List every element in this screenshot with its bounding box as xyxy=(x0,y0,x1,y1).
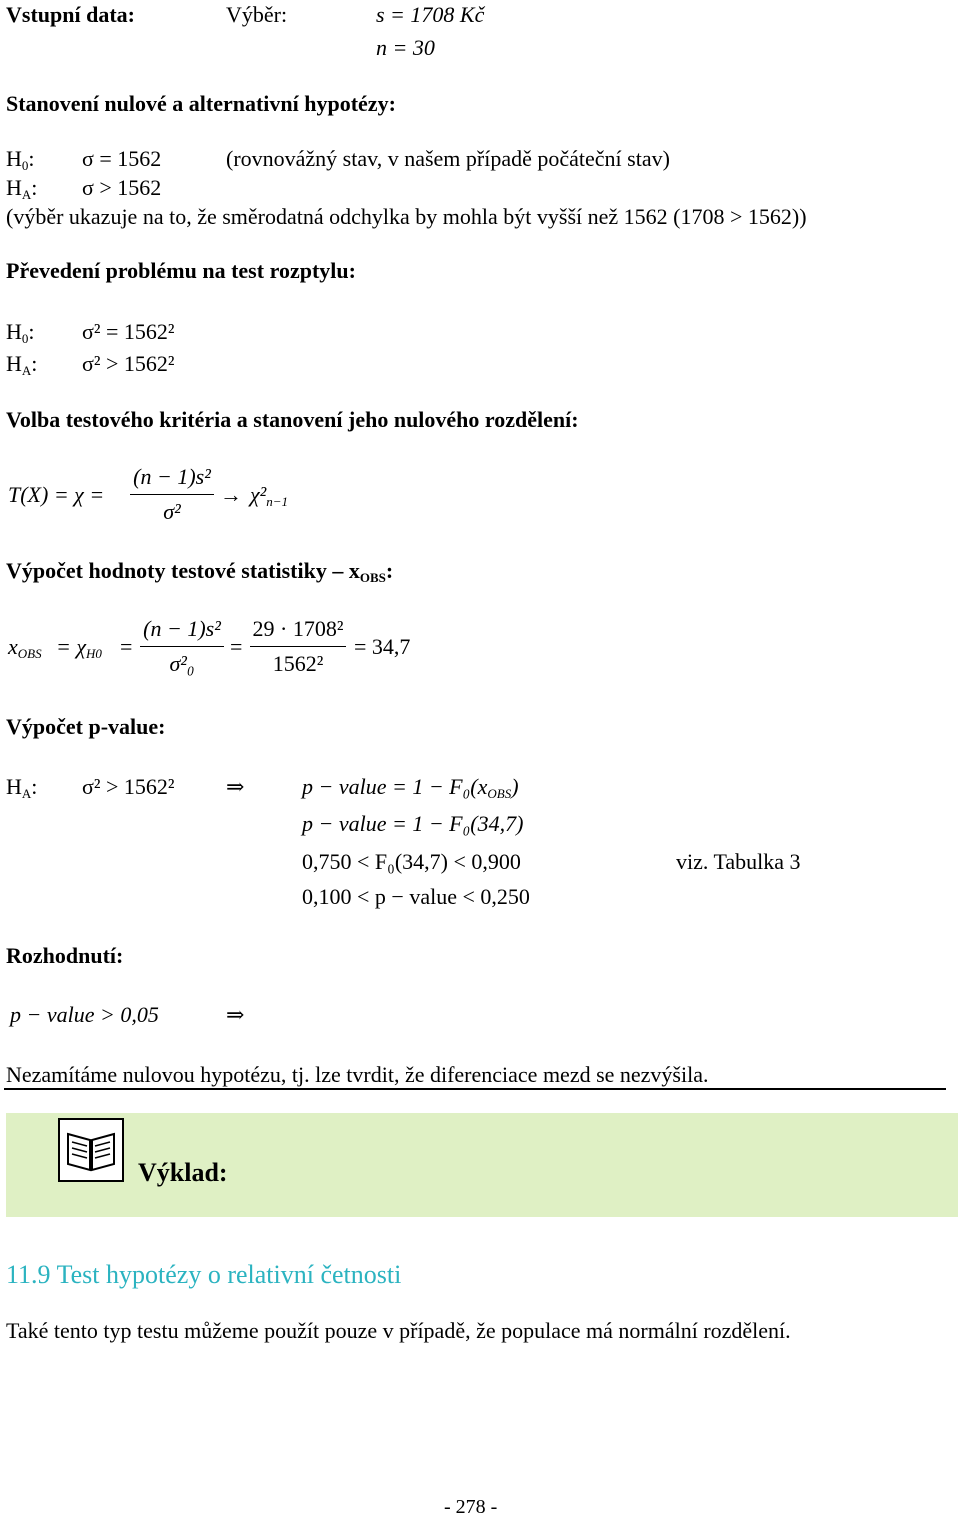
variance-ha-formula: σ² > 1562² xyxy=(82,351,175,376)
decision-condition: p − value > 0,05 xyxy=(10,1002,159,1027)
fraction-bar xyxy=(140,646,224,647)
pvalue-implies: ⇒ xyxy=(226,774,245,799)
pvalue-line-1: p − value = $1 - F_0(x_{OBS})$ xyxy=(302,774,519,801)
n-value: n = 30 xyxy=(376,35,435,60)
statistic-eq2: = xyxy=(230,634,243,659)
fraction-bar xyxy=(250,646,346,647)
ha-formula: σ > 1562 xyxy=(82,175,162,200)
pvalue-ha-label: $H_A$: xyxy=(6,774,38,801)
pvalue-ha-formula: σ² > 1562² xyxy=(82,774,175,799)
variance-heading: Převedení problému na test rozptylu: xyxy=(6,258,356,283)
section-intro: Také tento typ testu můžeme použít pouze v případě, že populace má normální rozdělení. xyxy=(6,1318,791,1343)
pvalue-line-3: 0,750 < F₀(34,7) < 0,900 xyxy=(302,849,521,874)
h0-formula: σ = 1562 xyxy=(82,146,162,171)
statistic-numerator-1: (n − 1)s² xyxy=(143,616,221,641)
pvalue-line-4: 0,100 < p − value < 0,250 xyxy=(302,884,530,909)
statistic-heading: Výpočet hodnoty testové statistiky – $x_{OBS}$: xyxy=(6,558,394,585)
statistic-fraction-2 xyxy=(250,618,346,675)
pvalue-line-2: p − value = 1 − F₀(34,7) xyxy=(302,811,524,836)
criterion-denominator: σ² xyxy=(163,499,181,524)
input-heading: Vstupní data: xyxy=(6,2,135,27)
statistic-denominator-1: σ²₀ xyxy=(169,651,195,676)
h0-note: (rovnovážný stav, v našem případě počáteční stav) xyxy=(226,146,670,171)
fraction-bar xyxy=(130,494,214,495)
variance-ha-label: $H_A$: xyxy=(6,351,38,378)
ha-label: $H_A$: xyxy=(6,175,38,202)
sample-label: Výběr: xyxy=(226,2,288,27)
explanation-label: Výklad: xyxy=(138,1158,228,1187)
statistic-fraction-1 xyxy=(140,618,224,675)
h0-label: $H_0$: xyxy=(6,146,35,173)
variance-h0-label: $H_0$: xyxy=(6,319,35,346)
criterion-lhs: T(X) = χ = xyxy=(8,482,105,507)
decision-conclusion: Nezamítáme nulovou hypotézu, tj. lze tvrdit, že diferenciace mezd se nezvýšila. xyxy=(6,1062,709,1087)
decision-implies: ⇒ xyxy=(226,1002,245,1027)
criterion-fraction xyxy=(130,466,214,523)
s-value: s = 1708 Kč xyxy=(376,2,485,27)
statistic-lhs: $x_{OBS}$ xyxy=(8,634,42,661)
hypotheses-heading: Stanovení nulové a alternativní hypotézy: xyxy=(6,91,396,116)
criterion-heading: Volba testového kritéria a stanovení jeho nulového rozdělení: xyxy=(6,407,579,432)
pvalue-heading: Výpočet p-value: xyxy=(6,714,166,739)
statistic-chi: = $\chi_{H0}$ xyxy=(56,634,102,661)
criterion-distribution: $\chi^2_{n-1}$ xyxy=(250,482,289,509)
distribution-arrow: → xyxy=(220,482,242,507)
table-reference: viz. Tabulka 3 xyxy=(676,849,801,874)
page-number: - 278 - xyxy=(444,1496,498,1518)
variance-h0-formula: σ² = 1562² xyxy=(82,319,175,344)
criterion-numerator: (n − 1)s² xyxy=(133,464,211,489)
statistic-result: = 34,7 xyxy=(354,634,411,659)
statistic-eq1: = xyxy=(120,634,133,659)
divider xyxy=(4,1088,946,1090)
statistic-numerator-2: 29 · 1708² xyxy=(252,616,344,641)
section-title: 11.9 Test hypotézy o relativní četnosti xyxy=(6,1260,402,1289)
open-book-icon xyxy=(58,1118,124,1182)
hypotheses-explanation: (výběr ukazuje na to, že směrodatná odchylka by mohla být vyšší než 1562 (1708 > 1562)) xyxy=(6,204,807,229)
decision-heading: Rozhodnutí: xyxy=(6,943,124,968)
statistic-denominator-2: 1562² xyxy=(272,651,324,676)
